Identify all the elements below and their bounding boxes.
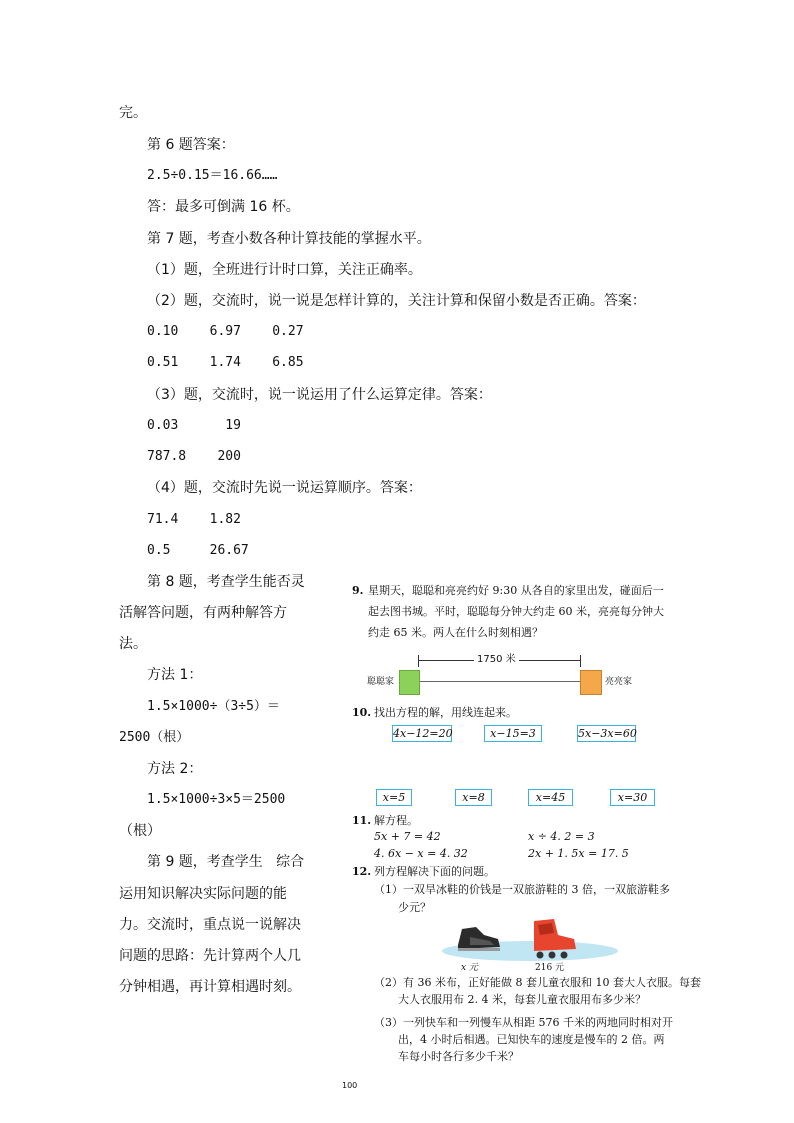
question-9-text: 星期天，聪聪和亮亮约好 9:30 从各自的家里出发，碰面后一 (368, 584, 664, 597)
solution-box: x=8 (455, 789, 492, 806)
equation-box: 4x−12=20 (393, 727, 453, 740)
price-label-left: x 元 (461, 963, 478, 973)
text-line: 2.5÷0.15＝16.66…… (147, 168, 278, 183)
text-line: 0.5 26.67 (147, 543, 249, 558)
solution-box: x=30 (610, 789, 655, 806)
question-number-12: 12. (352, 865, 372, 878)
question-12-text: 出，4 小时后相遇。已知快车的速度是慢车的 2 倍。两 (398, 1033, 665, 1046)
text-line: 第 6 题答案： (147, 137, 235, 153)
text-line: 运用知识解决实际问题的能 (119, 886, 287, 902)
equation-box: 5x−3x=60 (578, 727, 637, 740)
question-9-text: 起去图书城。平时，聪聪每分钟大约走 60 米，亮亮每分钟大 (368, 605, 664, 618)
question-12-text: 少元？ (398, 901, 431, 914)
text-line: 第 9 题，考查学生 综合 (147, 854, 305, 870)
liangliang-home-box (580, 670, 602, 695)
question-12-text: （3）一列快车和一列慢车从相距 576 千米的两地同时相对开 (374, 1016, 673, 1029)
page-number: 100 (342, 1081, 358, 1090)
question-12-text: 列方程解决下面的问题。 (374, 865, 495, 878)
text-line: 1.5×1000÷3×5＝2500 (147, 792, 286, 807)
text-line: 方法 2： (147, 761, 203, 777)
text-line: 第 7 题，考查小数各种计算技能的掌握水平。 (147, 231, 431, 247)
equation-box: x−15=3 (484, 725, 542, 742)
solution-box: x=45 (528, 789, 573, 806)
text-line: 问题的思路：先计算两个人几 (119, 948, 301, 964)
text-line: 0.03 19 (147, 418, 241, 433)
question-12-text: 车每小时各行多少千米？ (398, 1050, 519, 1063)
text-line: （4）题，交流时先说一说运算顺序。答案： (147, 480, 422, 496)
distance-label: 1750 米 (474, 652, 519, 668)
text-line: 方法 1： (147, 667, 203, 683)
price-label-right: 216 元 (535, 963, 565, 973)
equation-item: x ÷ 4. 2 = 3 (528, 830, 595, 843)
text-line: 完。 (119, 105, 147, 121)
question-12-text: （1）一双旱冰鞋的价钱是一双旅游鞋的 3 倍，一双旅游鞋多 (374, 883, 670, 896)
question-number-11: 11. (352, 814, 372, 827)
equation-item: 2x + 1. 5x = 17. 5 (528, 847, 629, 860)
shoes-illustration (440, 915, 620, 965)
text-line: 2500（根） (119, 730, 190, 745)
home-label-left: 聪聪家 (367, 677, 395, 687)
text-line: 分钟相遇，再计算相遇时刻。 (119, 979, 301, 995)
text-line: 0.51 1.74 6.85 (147, 355, 304, 370)
road-line (418, 681, 581, 682)
question-12-text: （2）有 36 米布，正好能做 8 套儿童衣服和 10 套大人衣服。每套 (374, 976, 701, 989)
text-line: （3）题，交流时，说一说运用了什么运算定律。答案： (147, 387, 492, 403)
text-line: 第 8 题，考查学生能否灵 (147, 574, 305, 590)
equation-item: 4. 6x − x = 4. 32 (374, 847, 468, 860)
question-number-10: 10. (352, 706, 372, 719)
question-9-text: 约走 65 米。两人在什么时刻相遇？ (368, 626, 543, 639)
congcong-home-box (399, 670, 420, 695)
text-line: 1.5×1000÷（3÷5）＝ (147, 699, 280, 714)
text-line: （根） (119, 823, 161, 839)
equation-item: 5x + 7 = 42 (374, 830, 441, 843)
question-12-text: 大人衣服用布 2. 4 米，每套儿童衣服用布多少米？ (398, 993, 646, 1006)
text-line: 答：最多可倒满 16 杯。 (147, 199, 300, 215)
text-line: 0.10 6.97 0.27 (147, 324, 304, 339)
question-number-9: 9. (352, 584, 364, 597)
question-11-text: 解方程。 (374, 814, 418, 827)
question-10-text: 找出方程的解，用线连起来。 (374, 706, 517, 719)
text-line: （1）题，全班进行计时口算，关注正确率。 (147, 262, 422, 278)
text-line: （2）题，交流时，说一说是怎样计算的，关注计算和保留小数是否正确。答案： (147, 293, 646, 309)
distance-tick (418, 655, 419, 667)
text-line: 活解答问题，有两种解答方 (119, 605, 287, 621)
text-line: 787.8 200 (147, 449, 241, 464)
text-line: 71.4 1.82 (147, 512, 241, 527)
distance-tick (580, 655, 581, 667)
home-label-right: 亮亮家 (605, 677, 633, 687)
text-line: 力。交流时，重点说一说解决 (119, 917, 301, 933)
text-line: 法。 (119, 636, 147, 652)
solution-box: x=5 (376, 789, 412, 806)
